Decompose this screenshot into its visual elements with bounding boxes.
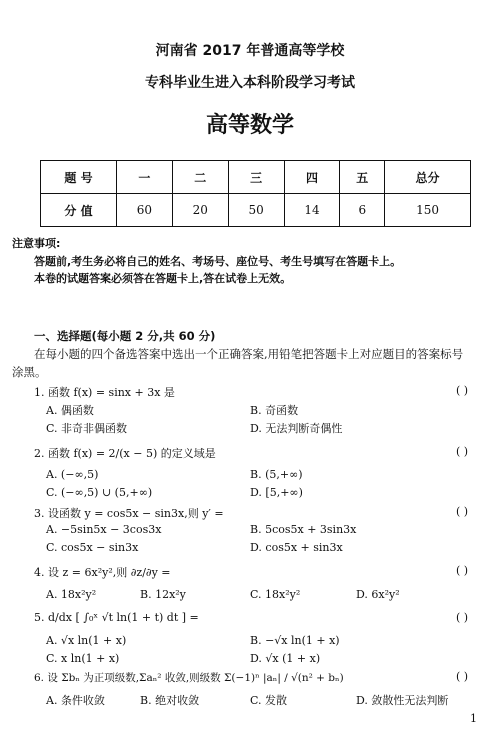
option-d: D. cos5x + sin3x: [250, 541, 343, 554]
table-cell: 二: [172, 161, 228, 194]
table-cell: 五: [340, 161, 385, 194]
section-instruction: 涂黑。: [12, 365, 47, 379]
option-c: C. (−∞,5) ∪ (5,+∞): [46, 486, 153, 499]
option-d: D. √x (1 + x): [250, 652, 321, 665]
option-b: B. 5cos5x + 3sin3x: [250, 523, 357, 536]
answer-paren: ( ): [456, 611, 469, 624]
option-c: C. x ln(1 + x): [46, 652, 120, 665]
question-stem: 3. 设函数 y = cos5x − sin3x,则 y′ =: [34, 507, 224, 520]
question-stem: 6. 设 Σbₙ 为正项级数,Σaₙ² 收敛,则级数 Σ(−1)ⁿ |aₙ| / √(n² + bₙ): [34, 672, 344, 684]
subject-title: 高等数学: [205, 113, 294, 138]
table-cell: 四: [284, 161, 340, 194]
option-d: D. 无法判断奇偶性: [250, 422, 343, 435]
option-d: D. 敛散性无法判断: [356, 694, 449, 707]
note-line: 答题前,考生务必将自己的姓名、考场号、座位号、考生号填写在答题卡上。: [34, 255, 402, 268]
option-a: A. 条件收敛: [46, 694, 105, 707]
option-d: D. 6x²y²: [356, 588, 400, 601]
answer-paren: ( ): [456, 384, 469, 397]
option-b: B. 绝对收敛: [140, 694, 200, 707]
answer-paren: ( ): [456, 505, 469, 518]
section-instruction: 在每小题的四个备选答案中选出一个正确答案,用铅笔把答题卡上对应题目的答案标号: [34, 347, 464, 361]
table-cell: 50: [228, 194, 284, 227]
option-c: C. 非奇非偶函数: [46, 422, 128, 435]
option-b: B. −√x ln(1 + x): [250, 634, 340, 647]
score-table-value-row: [41, 194, 471, 227]
option-b: B. (5,+∞): [250, 468, 303, 481]
table-cell: 20: [172, 194, 228, 227]
option-c: C. 发散: [250, 694, 288, 707]
option-a: A. (−∞,5): [46, 468, 99, 481]
question-stem: 2. 函数 f(x) = 2/(x − 5) 的定义域是: [34, 447, 216, 460]
notes-heading: 注意事项:: [12, 237, 61, 250]
exam-header-line1: 河南省 2017 年普通高等学校: [155, 43, 345, 59]
option-a: A. −5sin5x − 3cos3x: [46, 523, 162, 536]
option-d: D. [5,+∞): [250, 486, 303, 499]
score-table-header-row: [41, 161, 471, 194]
table-cell: 三: [228, 161, 284, 194]
table-cell: 总分: [385, 161, 471, 194]
option-a: A. 18x²y²: [46, 588, 97, 601]
question-stem: 1. 函数 f(x) = sinx + 3x 是: [34, 386, 175, 399]
table-cell: 60: [117, 194, 173, 227]
table-cell: 150: [385, 194, 471, 227]
question-stem: 5. d/dx [ ∫₀ˣ √t ln(1 + t) dt ] =: [34, 611, 199, 624]
answer-paren: ( ): [456, 445, 469, 458]
question-stem: 4. 设 z = 6x²y²,则 ∂z/∂y =: [34, 566, 171, 579]
exam-header-line2: 专科毕业生进入本科阶段学习考试: [145, 75, 355, 91]
option-b: B. 12x²y: [140, 588, 186, 601]
section-title: 一、选择题(每小题 2 分,共 60 分): [34, 329, 216, 343]
answer-paren: ( ): [456, 670, 469, 683]
score-table: [40, 160, 471, 227]
table-cell: 14: [284, 194, 340, 227]
table-cell: 题 号: [41, 161, 117, 194]
option-c: C. cos5x − sin3x: [46, 541, 139, 554]
table-cell: 一: [117, 161, 173, 194]
answer-paren: ( ): [456, 564, 469, 577]
table-cell: 6: [340, 194, 385, 227]
option-a: A. √x ln(1 + x): [46, 634, 127, 647]
option-a: A. 偶函数: [46, 404, 94, 417]
option-b: B. 奇函数: [250, 404, 299, 417]
note-line: 本卷的试题答案必须答在答题卡上,答在试卷上无效。: [34, 272, 292, 285]
table-cell: 分 值: [41, 194, 117, 227]
option-c: C. 18x²y²: [250, 588, 301, 601]
page-number: 1: [470, 712, 477, 725]
